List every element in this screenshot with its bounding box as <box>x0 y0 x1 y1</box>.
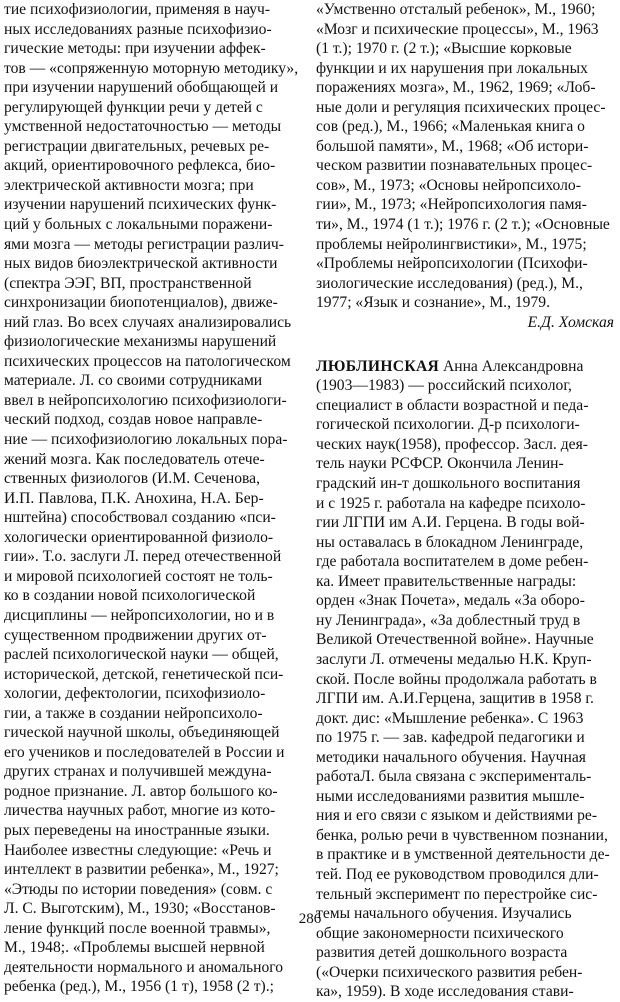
text-line: ление функций после военной травмы», <box>4 919 271 937</box>
text-line: ЛГПИ им. А.И.Герцена, защитив в 1958 г. <box>316 690 594 708</box>
text-line: докт. дис: «Мышление ребенка». С 1963 <box>316 709 584 727</box>
dictionary-entry <box>316 357 614 1002</box>
text-line: тельный эксперимент по перестройке сис- <box>316 885 598 903</box>
text-line: ческий подход, создав новое направле- <box>4 411 263 429</box>
text-line: градский ин-т дошкольного воспитания <box>316 475 581 493</box>
text-line: других странах и получившей междуна- <box>4 763 272 781</box>
text-line: поражениях мозга», М., 1962, 1969; «Лоб- <box>316 79 596 97</box>
text-line: психических процессов на патологическом <box>4 352 291 370</box>
text-line: методики начального обучения. Научная <box>316 748 586 766</box>
text-line: существенном продвижении других от- <box>4 626 267 644</box>
text-line: «Мозг и психические процессы», М., 1963 <box>316 20 599 38</box>
text-line: тие психофизиологии, применяя в науч- <box>4 1 271 18</box>
text-line: рых переведены на иностранные языки. <box>4 821 270 839</box>
text-line: ных исследованиях разные психофизио- <box>4 20 272 38</box>
text-line: при изучении нарушений обобщающей и <box>4 79 279 97</box>
text-line: тей. Под ее руководством проводился дли- <box>316 865 599 883</box>
text-line: «Умственно отсталый ребенок», М., 1960; <box>316 1 596 18</box>
text-line: ка», 1959). В ходе исследования стави- <box>316 983 574 1001</box>
text-line: изучении нарушений психических функ- <box>4 196 277 214</box>
text-line: ственных физиологов (И.М. Сеченова, <box>4 470 261 488</box>
text-line: гогической психологии. Д-р психологи- <box>316 416 580 434</box>
text-line: материале. Л. со своими сотрудниками <box>4 372 263 390</box>
text-line: гии», М., 1973; «Нейропсихология памя- <box>316 196 587 214</box>
text-line: ций у больных с локальными поражени- <box>4 216 273 234</box>
text-line: регистрации двигательных, речевых ре- <box>4 137 270 155</box>
text-line: где работала воспитателем в доме ребен- <box>316 553 589 571</box>
text-line: родное признание. Л. автор большого ко- <box>4 782 278 800</box>
text-line: хологически ориентированной физиоло- <box>4 528 274 546</box>
text-line: интеллект в развитии ребенка», М., 1927; <box>4 861 279 879</box>
entry-headword: ЛЮБЛИНСКАЯ <box>316 357 440 375</box>
previous-entry-continuation <box>316 0 614 313</box>
text-line: регулирующей функции речи у детей с <box>4 98 263 116</box>
text-line: большой памяти», М., 1968; «Об истори- <box>316 137 589 155</box>
text-line: деятельности нормального и аномального <box>4 958 284 976</box>
text-line: ввел в нейропсихологию психофизиологи- <box>4 391 287 409</box>
text-line: электрической активности мозга; при <box>4 176 254 194</box>
text-line: проблемы нейролингвистики», М., 1975; <box>316 235 587 253</box>
text-line: ческом развитии познавательных процес- <box>316 157 593 175</box>
text-line: заслуги Л. отмечены медалью Н.К. Круп- <box>316 650 592 668</box>
text-line: ти», М., 1974 (1 т.); 1976 г. (2 т.); «Основные <box>316 216 610 234</box>
text-line: ных видов биоэлектрической активности <box>4 255 278 273</box>
right-column <box>316 0 614 1002</box>
text-line: гии, а также в создании нейропсихоло- <box>4 704 263 722</box>
text-line: гии». Т.о. заслуги Л. перед отечественной <box>4 548 282 566</box>
text-line: (спектра ЭЭГ, ВП, пространственной <box>4 274 252 292</box>
text-line: Великой Отечественной войне». Научные <box>316 631 594 649</box>
text-line: И.П. Павлова, П.К. Анохина, Н.А. Бер- <box>4 489 264 507</box>
text-line: и мировой психологией состоят не толь- <box>4 567 273 585</box>
text-line: сов (ред.), М., 1966; «Маленькая книга о <box>316 118 585 136</box>
text-line: ний глаз. Во всех случаях анализировались <box>4 313 292 331</box>
text-line: ны оставалась в блокадном Ленинграде, <box>316 533 584 551</box>
text-line: синхронизации биопотенциалов), движе- <box>4 294 278 312</box>
text-line: специалист в области возрастной и педа- <box>316 396 589 414</box>
text-line: («Очерки психического развития ребен- <box>316 963 583 981</box>
text-line: ской. После войны продолжала работать в <box>316 670 597 688</box>
text-line: гические методы: при изучении аффек- <box>4 40 266 58</box>
text-line: гической научной школы, объединяющей <box>4 724 280 742</box>
text-line: общие закономерности психического <box>316 924 564 942</box>
text-line: нштейна) способствовал созданию «пси- <box>4 509 276 527</box>
text-line: ние — психофизиологию локальных пора- <box>4 431 288 449</box>
text-line: жений мозга. Как последователь отече- <box>4 450 265 468</box>
text-line: личества научных работ, многие из кото- <box>4 802 276 820</box>
text-line: 1977; «Язык и сознание», М., 1979. <box>316 294 550 312</box>
entry-author-signature: Е.Д. Хомская <box>527 313 614 331</box>
text-line: хологии, дефектологии, психофизиоло- <box>4 685 266 703</box>
text-line: умственной недостаточностью — методы <box>4 118 282 136</box>
text-line: (1903—1983) — российский психолог, <box>316 377 572 395</box>
text-line: ями мозга — методы регистрации различ- <box>4 235 284 253</box>
text-line: (1 т.); 1970 г. (2 т.); «Высшие корковые <box>316 40 572 58</box>
text-line: дисциплины — нейропсихологии, но и в <box>4 606 275 624</box>
text-line: сов», М., 1973; «Основы нейропсихоло- <box>316 176 581 194</box>
text-line: ные доли и регуляция психических процес- <box>316 98 606 116</box>
text-line: тель науки РСФСР. Окончила Ленин- <box>316 455 564 473</box>
text-line: «Этюды по истории поведения» (совм. с <box>4 880 273 898</box>
text-line: «Проблемы нейропсихологии (Психофи- <box>316 255 588 273</box>
text-line: ными исследованиями развития мышле- <box>316 787 585 805</box>
text-line: раслей психологической науки — общей, <box>4 646 279 664</box>
text-line: его учеников и последователей в России и <box>4 743 285 761</box>
entry-body <box>316 376 614 1002</box>
left-column <box>4 0 300 997</box>
text-line: исторической, детской, генетической пси- <box>4 665 284 683</box>
entry-first-line <box>316 357 614 377</box>
text-line: развития детей дошкольного возраста <box>316 944 568 962</box>
text-line: физиологические механизмы нарушений <box>4 333 277 351</box>
entry-name: Анна Александровна <box>439 357 584 375</box>
text-line: акций, ориентировочного рефлекса, био- <box>4 157 276 175</box>
text-line: бенка, ролью речи в чувственном познании, <box>316 826 608 844</box>
text-line: работаЛ. была связана с эксперименталь- <box>316 768 592 786</box>
text-line: ческих наук(1958), профессор. Засл. дея- <box>316 435 588 453</box>
text-line: темы начального обучения. Изучались <box>316 905 572 923</box>
text-line: ко в создании новой психологической <box>4 587 256 605</box>
text-line: зиологические исследования) (ред.), М., <box>316 274 583 292</box>
text-line: орден «Знак Почета», медаль «За оборо- <box>316 592 585 610</box>
text-line: гии ЛГПИ им А.И. Герцена. В годы вой- <box>316 514 585 532</box>
text-line: ребенка (ред.), М., 1956 (1 т), 1958 (2 т).; <box>4 978 274 996</box>
text-line: Л. С. Выготским), М., 1930; «Восстанов- <box>4 900 276 918</box>
text-line: функции и их нарушения при локальных <box>316 59 588 77</box>
text-line: и с 1925 г. работала на кафедре психоло- <box>316 494 586 512</box>
text-line: в практике и в умственной деятельности де- <box>316 846 610 864</box>
text-line: Наиболее известны следующие: «Речь и <box>4 841 272 859</box>
text-line: ну Ленинграда», «За доблестный труд в <box>316 611 581 629</box>
text-line: М., 1948;. «Проблемы высшей нервной <box>4 939 265 957</box>
text-line: ния и его связи с языком и действиями ре- <box>316 807 598 825</box>
page-number: 286 <box>298 911 322 927</box>
text-line: по 1975 г. — зав. кафедрой педагогики и <box>316 729 585 747</box>
text-line: тов — «сопряженную моторную методику», <box>4 59 299 77</box>
text-line: ка. Имеет правительственные награды: <box>316 572 577 590</box>
